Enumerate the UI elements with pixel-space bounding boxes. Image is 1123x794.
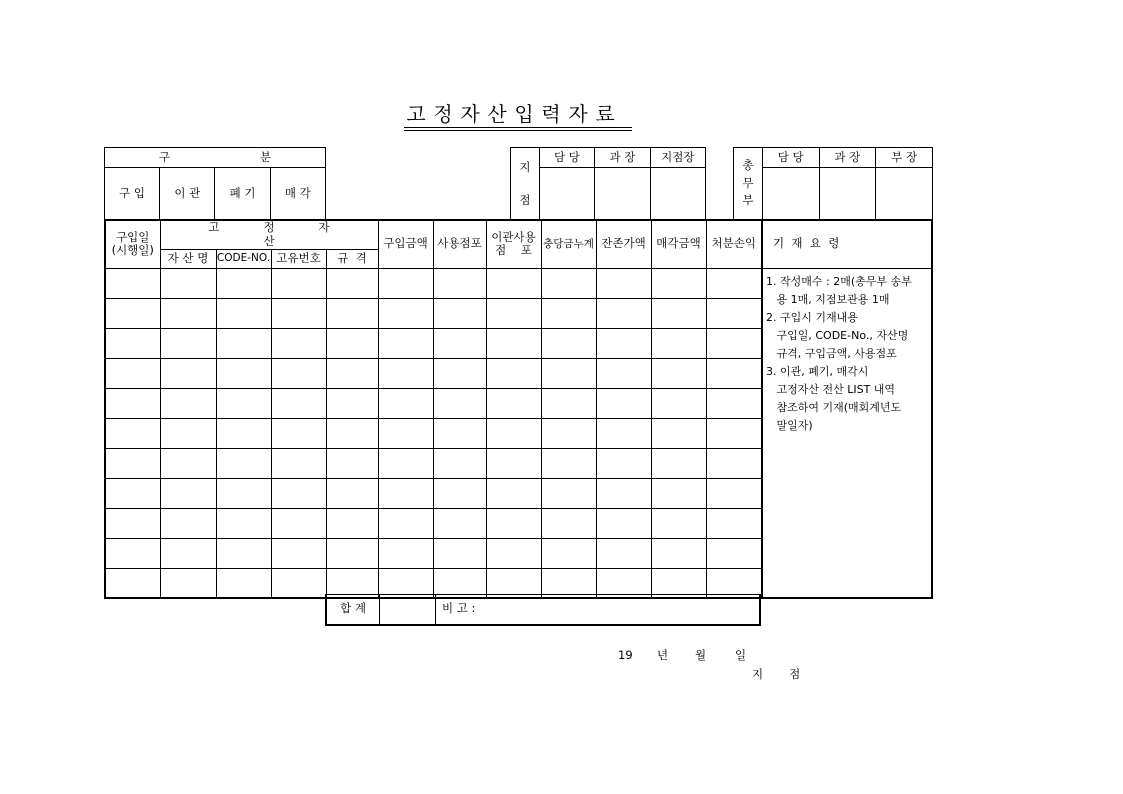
asset-name-header: 자 산 명 [160,249,216,268]
general-affairs-approval-box [733,147,933,220]
disposal-gain-loss-header: 처분손익 [706,220,762,268]
using-branch-header: 사용점포 [433,220,486,268]
signature-cell[interactable] [650,168,705,220]
signature-cell[interactable] [819,168,876,220]
title-underline [404,130,632,131]
branch-approval-box [510,147,706,220]
sale-amount-header: 매각금액 [651,220,706,268]
category-sale[interactable]: 매 각 [270,168,325,220]
general-approval-header: 부 장 [876,148,933,168]
category-purchase[interactable]: 구 입 [105,168,160,220]
remarks-cell[interactable] [436,595,761,625]
code-no-header: CODE-NO. [216,249,271,268]
reserve-total-header: 충당금누계 [541,220,596,268]
totals-row [325,594,761,626]
spec-header: 규 격 [326,249,378,268]
category-disposal[interactable]: 폐 기 [215,168,270,220]
date-month-label: 월 [695,648,707,662]
date-day-label: 일 [735,648,747,662]
remarks-label: 비 고 : [442,601,476,616]
branch-approval-header: 지점장 [650,148,705,168]
branch-side-label: 지 점 [511,148,540,220]
category-box [104,147,326,220]
unique-number-header: 고유번호 [271,249,326,268]
guide-notes: 1. 작성매수 : 2매(총무부 송부 용 1매, 지점보관용 1매 2. 구입시 기재내용 구입일, CODE-No., 자산명 규격, 구입금액, 사용점포 3. 이관, 폐기, 매각시 고정자산 전산 LIST 내역 참조하여 기재(매회계년도 말일자) [766,275,912,432]
branch-approval-header: 담 당 [539,148,594,168]
date-year-prefix: 19 [618,648,633,662]
total-amount-cell[interactable] [380,595,436,625]
title-underline [404,127,632,128]
guide-title: 기 재 요 령 [762,220,932,268]
date-year-label: 년 [657,648,669,662]
signature-cell[interactable] [762,168,819,220]
general-approval-header: 담 당 [762,148,819,168]
signature-cell[interactable] [595,168,650,220]
category-header: 구 분 [105,148,326,168]
transfer-branch-header: 이관사용 점 포 [486,220,541,268]
branch-approval-header: 과 장 [595,148,650,168]
signature-cell[interactable] [539,168,594,220]
branch-signature-label: 지 점 [752,667,801,681]
purchase-amount-header: 구입금액 [378,220,433,268]
category-transfer[interactable]: 이 관 [160,168,215,220]
general-approval-header: 과 장 [819,148,876,168]
general-affairs-side-label: 총 무 부 [734,148,763,220]
form-title: 고 정 자 산 입 력 자 료 [406,102,618,126]
residual-value-header: 잔존가액 [596,220,651,268]
signature-cell[interactable] [876,168,933,220]
purchase-date-header: 구입일 (시행일) [105,220,160,268]
total-label: 합 계 [326,595,380,625]
fixed-asset-group-header: 고 정 자산 [160,220,378,249]
